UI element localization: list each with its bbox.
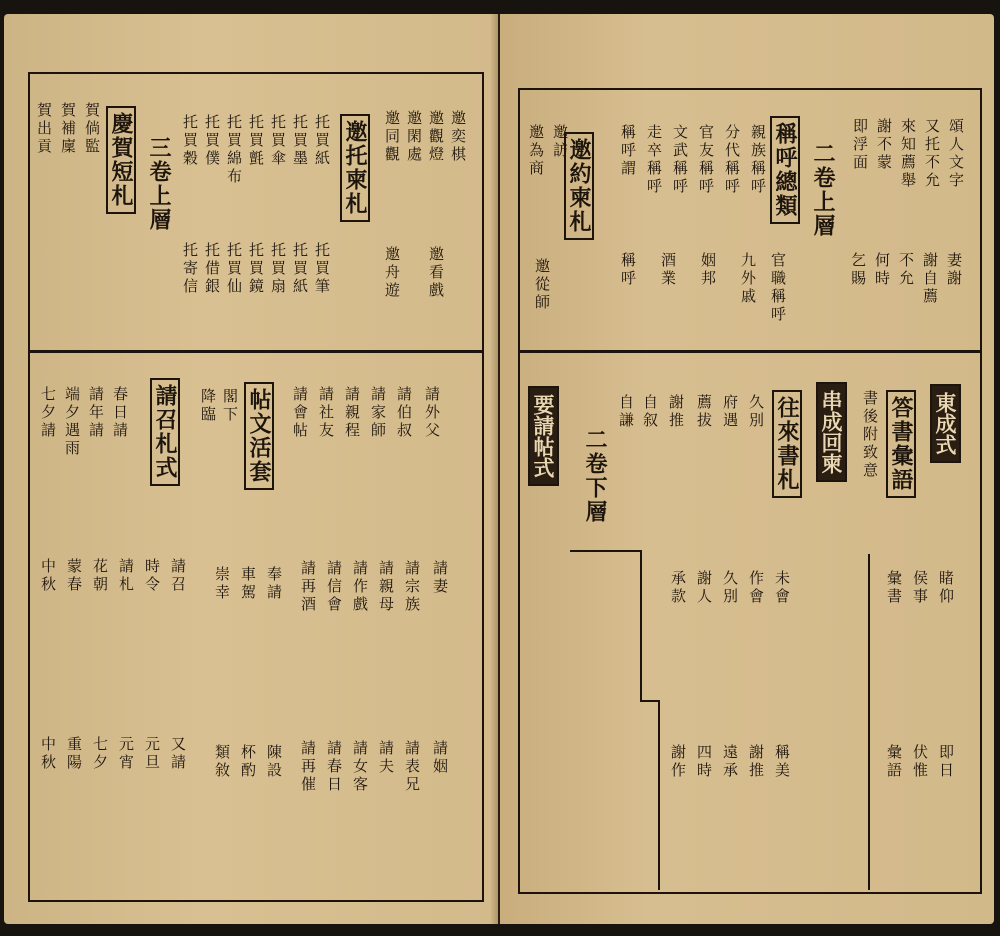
right-top-cols1-b: 謝不蒙 [875, 118, 893, 172]
right-step-rule-h [570, 550, 640, 552]
left-bot-cols4-d: 元宵 [117, 736, 135, 772]
right-bot-cols3-b: 自叙 [641, 394, 659, 430]
right-step-rule-v2 [658, 700, 660, 890]
left-bot-cols4-e: 元旦 [143, 736, 161, 772]
left-header-templates: 帖文活套 [244, 382, 274, 490]
left-header-invite-forms: 請召札式 [150, 378, 180, 486]
left-top-cols3-f: 托買紙 [291, 242, 309, 296]
left-page [4, 14, 498, 924]
left-bot-cols6-c: 請女客 [351, 740, 369, 794]
left-bot-cols1-f: 請召 [169, 558, 187, 594]
right-divider-1 [518, 350, 982, 353]
right-bot-cols6-e: 伏惟 [911, 744, 929, 780]
right-bot-cols3-c: 謝推 [667, 394, 685, 430]
left-top-col-c: 賀倘監 [83, 102, 101, 156]
right-bot-cols4-b: 謝人 [695, 570, 713, 606]
right-top-cols2-f: 親族稱呼 [749, 124, 767, 196]
right-step-rule-h2 [640, 700, 660, 702]
right-top-cols1-c: 來知薦舉 [899, 118, 917, 190]
right-top-cols5-d: 九外戚 [739, 252, 757, 306]
right-bot-cols6-h: 四時 [695, 744, 713, 780]
right-top-cols1-e: 頌人文字 [947, 118, 965, 190]
right-bot-cols1: 書後附致意 [861, 390, 879, 480]
left-bot-cols4-f: 又請 [169, 736, 187, 772]
right-header-request-forms: 要請帖式 [528, 386, 559, 486]
left-header-vol3: 三卷上層 [146, 136, 172, 232]
right-top-cols2-e: 分代稱呼 [723, 124, 741, 196]
left-bot-cols6-d: 請夫 [377, 740, 395, 776]
right-top-cols4-d: 謝自薦 [921, 252, 939, 306]
left-top-cols3-g: 托買筆 [313, 242, 331, 296]
left-top-cols4-c: 邀觀燈 [427, 110, 445, 164]
left-bot-cols6-f: 請姻 [431, 740, 449, 776]
right-page [500, 14, 994, 924]
left-top-cols2-c: 托買綿布 [225, 114, 243, 186]
left-top-cols4-e: 邀舟遊 [383, 246, 401, 300]
right-top-cols5-a: 稱呼 [619, 252, 637, 288]
right-top-cols2-a: 稱呼謂 [619, 124, 637, 178]
left-top-cols4-d: 邀奕棋 [449, 110, 467, 164]
left-mid-cols1-a: 七夕請 [39, 386, 57, 440]
right-bot-cols2-c: 久別 [747, 394, 765, 430]
left-bot-cols3-b: 請信會 [325, 560, 343, 614]
right-header-address-forms: 稱呼總類 [770, 116, 800, 224]
right-header-correspondence: 往來書札 [772, 390, 802, 498]
left-top-cols2-e: 托買傘 [269, 114, 287, 168]
right-step-rule-v [640, 550, 642, 700]
left-top-cols3-e: 托買扇 [269, 242, 287, 296]
left-top-cols2-g: 托買紙 [313, 114, 331, 168]
right-header-vol2-lower: 二卷下層 [582, 428, 608, 524]
right-bot-cols6-f: 即日 [937, 744, 955, 780]
right-bot-cols4-e: 未會 [773, 570, 791, 606]
right-bot-cols5-a: 彙書 [885, 570, 903, 606]
left-bot-cols1-a: 中秋 [39, 558, 57, 594]
left-bot-cols6-b: 請春日 [325, 740, 343, 794]
left-top-cols2-f: 托買墨 [291, 114, 309, 168]
right-header-vol2-upper: 二卷上層 [810, 142, 836, 238]
left-bot-cols2-c: 奉請 [265, 566, 283, 602]
right-top-cols4-b: 何時 [873, 252, 891, 288]
left-mid-cols2-b: 閣下 [221, 388, 239, 424]
right-header-reply-sets: 串成回柬 [816, 382, 847, 482]
left-bot-cols6-a: 請再催 [299, 740, 317, 794]
left-top-cols4-a: 邀同觀 [383, 110, 401, 164]
right-bot-cols3-a: 自謙 [617, 394, 635, 430]
right-header-reply-phrases: 答書彙語 [886, 390, 916, 498]
left-bot-cols3-e: 請宗族 [403, 560, 421, 614]
left-top-cols2-d: 托買氈 [247, 114, 265, 168]
left-bot-cols3-a: 請再酒 [299, 560, 317, 614]
left-bot-cols1-b: 蒙春 [65, 558, 83, 594]
right-bot-cols6-a: 謝作 [669, 744, 687, 780]
left-top-col-b: 賀補廩 [59, 102, 77, 156]
left-mid-cols1-d: 春日請 [111, 386, 129, 440]
left-top-cols3-c: 托買仙 [225, 242, 243, 296]
left-bot-cols5-b: 杯酌 [239, 744, 257, 780]
right-top-cols5-e: 官職稱呼 [769, 252, 787, 324]
right-top-cols4-a: 乞賜 [849, 252, 867, 288]
right-bot-cols5-b: 侯事 [911, 570, 929, 606]
right-top-cols3-a: 邀為商 [527, 124, 545, 178]
left-top-cols4-f: 邀看戲 [427, 246, 445, 300]
left-bot-cols6-e: 請表兄 [403, 740, 421, 794]
left-bot-cols5-a: 類敘 [213, 744, 231, 780]
left-mid-cols1-c: 請年請 [87, 386, 105, 440]
right-top-cols3-b: 邀訪 [551, 124, 569, 160]
left-header-congrats: 慶賀短札 [106, 106, 136, 214]
left-mid-cols3-d: 請家師 [369, 386, 387, 440]
left-mid-cols2-a: 降臨 [199, 388, 217, 424]
left-top-cols3-a: 托寄信 [181, 242, 199, 296]
right-top-cols5-c: 姻邦 [699, 252, 717, 288]
left-bot-cols1-c: 花朝 [91, 558, 109, 594]
left-mid-cols3-f: 請外父 [423, 386, 441, 440]
left-mid-cols3-b: 請社友 [317, 386, 335, 440]
right-top-cols3-c: 邀從師 [533, 258, 551, 312]
right-top-cols4-c: 不允 [897, 252, 915, 288]
left-bot-cols5-c: 陳設 [265, 744, 283, 780]
left-mid-cols1-b: 端夕遇雨 [63, 386, 81, 458]
left-bot-cols3-c: 請作戲 [351, 560, 369, 614]
right-col-rule [868, 554, 870, 890]
right-bot-cols4-a: 承款 [669, 570, 687, 606]
right-bot-cols5-c: 睹仰 [937, 570, 955, 606]
left-bot-cols2-b: 車駕 [239, 566, 257, 602]
right-bot-cols6-c: 稱美 [773, 744, 791, 780]
left-bot-cols1-d: 請札 [117, 558, 135, 594]
right-top-cols2-b: 走卒稱呼 [645, 124, 663, 196]
left-bot-cols1-e: 時令 [143, 558, 161, 594]
right-bot-cols2-b: 府遇 [721, 394, 739, 430]
right-top-cols1-d: 又托不允 [923, 118, 941, 190]
left-mid-cols3-c: 請親程 [343, 386, 361, 440]
left-top-cols4-b: 邀閑處 [405, 110, 423, 164]
right-bot-cols6-g: 謝推 [747, 744, 765, 780]
right-top-cols2-c: 文武稱呼 [671, 124, 689, 196]
left-top-cols2-b: 托買僕 [203, 114, 221, 168]
right-bot-cols4-c: 久別 [721, 570, 739, 606]
right-header-set-forms: 東成式 [930, 384, 961, 463]
right-header-invite-notes: 邀約柬札 [564, 132, 594, 240]
left-top-cols3-d: 托買鏡 [247, 242, 265, 296]
left-top-cols3-b: 托借銀 [203, 242, 221, 296]
right-bot-cols6-b: 遠承 [721, 744, 739, 780]
right-bot-cols4-d: 作會 [747, 570, 765, 606]
left-top-cols1: 賀出貢 [35, 102, 53, 156]
left-mid-cols3-e: 請伯叔 [395, 386, 413, 440]
left-bot-cols4-a: 中秋 [39, 736, 57, 772]
right-top-cols5-b: 酒業 [659, 252, 677, 288]
left-divider-1 [28, 350, 484, 353]
left-top-cols2-a: 托買穀 [181, 114, 199, 168]
left-bot-cols4-c: 七夕 [91, 736, 109, 772]
left-bot-cols4-b: 重陽 [65, 736, 83, 772]
left-header-invitations: 邀托柬札 [340, 114, 370, 222]
left-bot-cols3-f: 請妻 [431, 560, 449, 596]
right-bot-cols6-d: 彙語 [885, 744, 903, 780]
left-bot-cols2-a: 崇幸 [213, 566, 231, 602]
left-mid-cols3-a: 請會帖 [291, 386, 309, 440]
right-bot-cols2-a: 薦拔 [695, 394, 713, 430]
right-top-cols1-a: 即浮面 [851, 118, 869, 172]
right-top-cols2-d: 官友稱呼 [697, 124, 715, 196]
left-bot-cols3-d: 請親母 [377, 560, 395, 614]
right-top-cols4-e: 妻謝 [945, 252, 963, 288]
